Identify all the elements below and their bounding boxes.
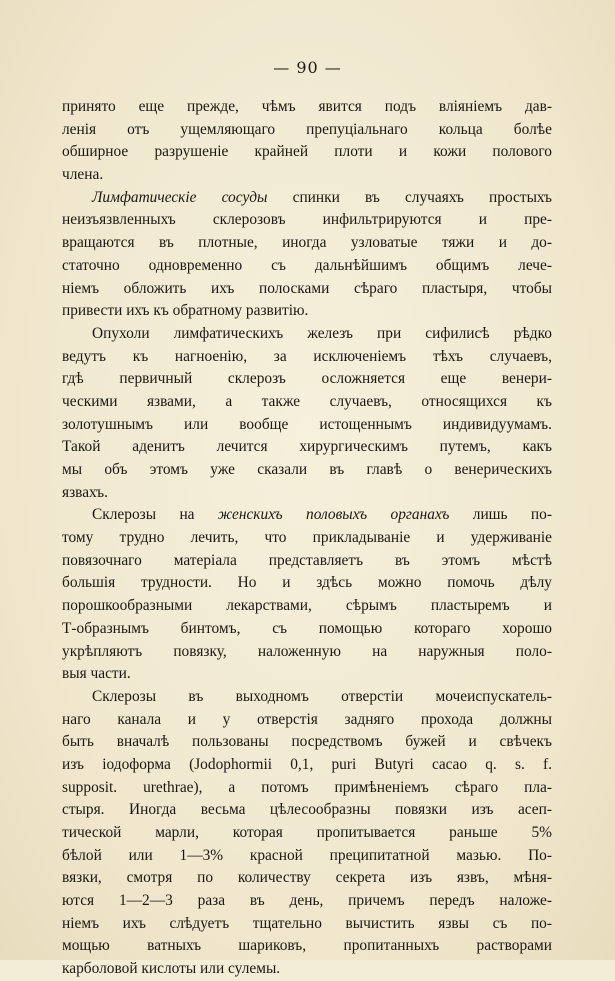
body-text bbox=[62, 96, 552, 981]
text-line: ніемъ ихъ слѣдуетъ тщательно вычистить язвы съ по- bbox=[62, 914, 552, 932]
text-segment: спинки въ случаяхъ простыхъ bbox=[267, 188, 552, 206]
paragraph bbox=[62, 323, 552, 505]
text-line: тому трудно лечить, что прикладываніе и удерживаніе bbox=[62, 529, 552, 547]
text-line: ленія отъ ущемляющаго препуціальнаго кольца болѣе bbox=[62, 120, 552, 138]
text-line: вращаются въ плотные, иногда узловатые тяжи и до- bbox=[62, 234, 552, 252]
text-line: тической марли, которая пропитывается раньше 5% bbox=[62, 824, 552, 841]
text-line: Т-образнымъ бинтомъ, съ помощью котораго хорошо bbox=[62, 619, 552, 637]
text-line: вязки, смотря по количеству секрета изъ язвъ, мѣня- bbox=[62, 869, 552, 887]
text-line: ніемъ обложить ихъ полосками сѣраго пластыря, чтобы bbox=[62, 279, 552, 297]
text-line: повязочнаго матеріала представляетъ въ этомъ мѣстѣ bbox=[62, 551, 552, 569]
text-line: карболовой кислоты или сулемы. bbox=[62, 960, 281, 978]
text-line: язвахъ. bbox=[62, 483, 108, 501]
text-line: наго канала и у отверстія задняго прохода должны bbox=[62, 710, 552, 728]
text-segment: Склерозы на bbox=[92, 506, 218, 524]
text-line: члена. bbox=[62, 166, 104, 184]
text-line: Такой аденитъ лечится хирургическимъ путемъ, какъ bbox=[62, 438, 552, 456]
text-line: укрѣпляютъ повязку, наложенную на наружныя поло- bbox=[62, 642, 552, 660]
text-line: бѣлой или 1—3% красной преципитатной мазью. По- bbox=[62, 846, 552, 864]
page-number: — 90 — bbox=[273, 58, 342, 77]
italic-term: Лимфатическіе сосуды bbox=[92, 188, 268, 206]
text-line: золотушнымъ или вообще истощеннымъ индивидуумамъ. bbox=[62, 415, 552, 433]
text-line: статочно одновременно съ дальнѣйшимъ общимъ лече- bbox=[62, 256, 552, 274]
text-segment: лишь по- bbox=[449, 506, 552, 524]
text-line: Склерозы въ выходномъ отверстіи мочеиспускатель- bbox=[92, 687, 552, 705]
text-line: Опухоли лимфатическихъ железъ при сифилисѣ рѣдко bbox=[92, 324, 552, 342]
text-line: supposit. urethrae), а потомъ примѣненіемъ сѣраго пла- bbox=[62, 778, 552, 796]
paragraph bbox=[62, 187, 552, 323]
text-line: быть вначалѣ пользованы посредствомъ бужей и свѣчекъ bbox=[62, 733, 552, 751]
text-line: изъ іодоформа (Jodophormii 0,1, puri Butyri cacao q. s. f. bbox=[62, 755, 552, 773]
paragraph bbox=[62, 686, 552, 981]
text-line: ются 1—2—3 раза въ день, причемъ передъ наложе- bbox=[62, 892, 552, 910]
text-line bbox=[62, 187, 552, 210]
text-line: порошкообразными лекарствами, сѣрымъ пластыремъ и bbox=[62, 597, 552, 615]
text-line: гдѣ первичный склерозъ осложняется еще венери- bbox=[62, 370, 552, 388]
text-line: мощью ватныхъ шариковъ, пропитанныхъ растворами bbox=[62, 937, 552, 955]
text-line: ческими язвами, а также случаевъ, относящихся къ bbox=[62, 392, 552, 410]
text-line: привести ихъ къ обратному развитію. bbox=[62, 302, 309, 320]
italic-term: женскихъ половыхъ органахъ bbox=[217, 506, 450, 524]
text-line: принято еще прежде, чѣмъ явится подъ вліяніемъ дав- bbox=[62, 98, 552, 115]
text-line: стыря. Иногда весьма цѣлесообразны повязки изъ асеп- bbox=[62, 801, 552, 819]
text-line: неизъязвленныхъ склерозовъ инфильтрируются и пре- bbox=[62, 211, 552, 229]
text-line: большія трудности. Но и здѣсь можно помочь дѣлу bbox=[62, 574, 552, 592]
paragraph bbox=[62, 504, 552, 686]
text-line: ведутъ къ нагноенію, за исключеніемъ тѣхъ случаевъ, bbox=[62, 347, 552, 365]
text-line: обширное разрушеніе крайней плоти и кожи полового bbox=[62, 143, 552, 161]
text-line: мы объ этомъ уже сказали въ главѣ о венерическихъ bbox=[62, 461, 552, 478]
text-line bbox=[62, 504, 552, 527]
paragraph bbox=[62, 96, 552, 187]
text-line: выя части. bbox=[62, 665, 131, 683]
